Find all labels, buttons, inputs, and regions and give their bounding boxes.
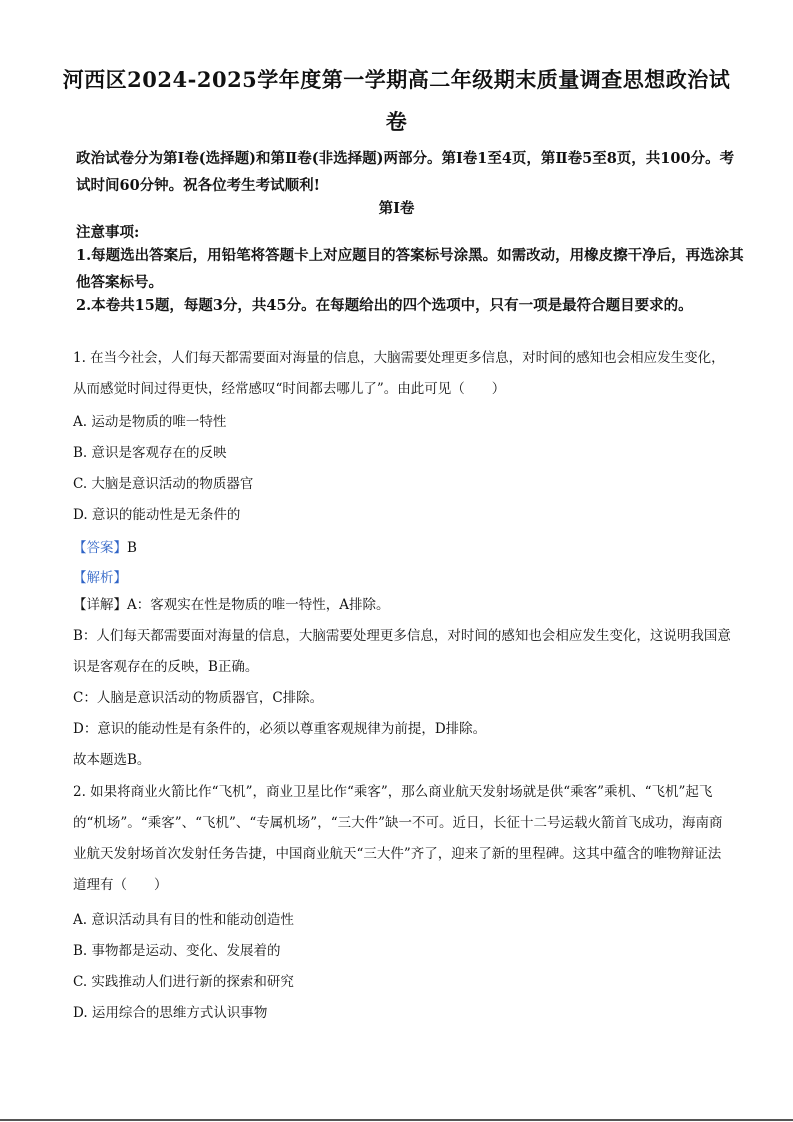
question-1-detail-d: D：意识的能动性是有条件的，必须以尊重客观规律为前提，D排除。 (73, 721, 487, 737)
page-bottom-divider (0, 1119, 793, 1121)
notice-item-1: 1.每题选出答案后，用铅笔将答题卡上对应题目的答案标号涂黑。如需改动，用橡皮擦干净后，再选涂其他答案标号。 (76, 247, 744, 291)
answer-value: B (127, 540, 137, 556)
notice-item-2: 2.本卷共15题，每题3分，共45分。在每题给出的四个选项中，只有一项是最符合题目要求的。 (76, 297, 693, 314)
question-2-option-b: B. 事物都是运动、变化、发展着的 (73, 943, 281, 959)
question-1-stem: 1. 在当今社会，人们每天都需要面对海量的信息，大脑需要处理更多信息，对时间的感知也会相应发生变化，从而感觉时间过得更快，经常感叹“时间都去哪儿了”。由此可见（ ） (73, 350, 725, 397)
exam-title-line1: 河西区2024-2025学年度第一学期高二年级期末质量调查思想政治试 (62, 67, 731, 92)
question-2-option-d: D. 运用综合的思维方式认识事物 (73, 1005, 268, 1021)
notice-heading: 注意事项: (76, 224, 140, 241)
question-2-option-a: A. 意识活动具有目的性和能动创造性 (73, 912, 294, 928)
detail-tag: 【详解】 (73, 597, 127, 613)
exam-title-line2: 卷 (385, 109, 408, 134)
question-1-option-d: D. 意识的能动性是无条件的 (73, 507, 241, 523)
section-title: 第Ⅰ卷 (378, 200, 415, 217)
detail-a-text: A：客观实在性是物质的唯一特性，A排除。 (127, 597, 390, 613)
analysis-tag: 【解析】 (73, 570, 127, 586)
exam-intro: 政治试卷分为第Ⅰ卷(选择题)和第Ⅱ卷(非选择题)两部分。第Ⅰ卷1至4页，第Ⅱ卷5至8页，共100分。考试时间60分钟。祝各位考生考试顺利! (76, 150, 735, 194)
question-1-detail-b: B：人们每天都需要面对海量的信息，大脑需要处理更多信息，对时间的感知也会相应发生变化，这说明我国意识是客观存在的反映，B正确。 (73, 628, 731, 675)
answer-tag: 【答案】 (73, 540, 127, 556)
question-1-option-a: A. 运动是物质的唯一特性 (73, 414, 227, 430)
question-1-answer (73, 536, 137, 556)
question-1-detail-a (73, 590, 733, 621)
question-2-option-c: C. 实践推动人们进行新的探索和研究 (73, 974, 294, 990)
question-1-conclusion: 故本题选B。 (73, 752, 151, 768)
question-1-detail-c: C：人脑是意识活动的物质器官，C排除。 (73, 690, 324, 706)
question-1-option-b: B. 意识是客观存在的反映 (73, 445, 227, 461)
question-1-analysis-tag (73, 566, 127, 586)
question-2-stem: 2. 如果将商业火箭比作“飞机”，商业卫星比作“乘客”，那么商业航天发射场就是供“乘客”乘机、“飞机”起飞的“机场”。“乘客”、“飞机”、“专属机场”，“三大件”缺一不可。近日，长征十二号运载火箭首飞成功，海南商业航天发射场首次发射任务告捷，中国商业航天“三大件”齐了，迎来了新的里程碑。这其中蕴含的唯物辩证法道理有（ ） (73, 784, 723, 893)
question-1-option-c: C. 大脑是意识活动的物质器官 (73, 476, 254, 492)
